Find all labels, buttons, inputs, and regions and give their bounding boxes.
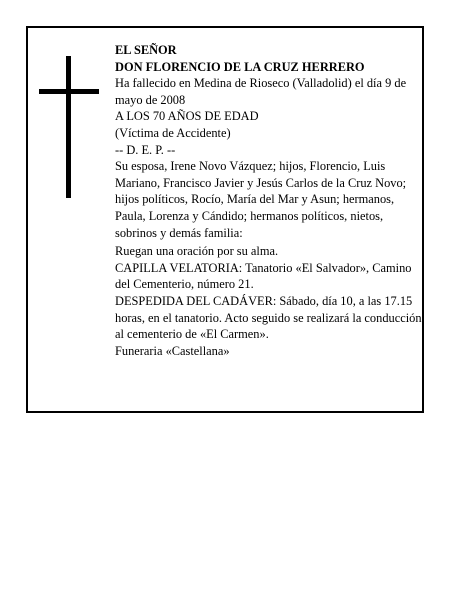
notice-title: EL SEÑOR [115,43,177,57]
chapel-info: CAPILLA VELATORIA: Tanatorio «El Salvador», Camino del Cementerio, número 21. [115,260,412,292]
age-line: A LOS 70 AÑOS DE EDAD [115,109,259,124]
obituary-notice [26,26,424,413]
deceased-name: DON FLORENCIO DE LA CRUZ HERRERO [115,59,365,74]
notice-text [115,42,425,359]
cause-line: (Víctima de Accidente) [115,125,231,140]
farewell-info: DESPEDIDA DEL CADÁVER: Sábado, día 10, a las 17.15 horas, en el tanatorio. Acto seguido se realizará la conducción al cementerio de «El Carmen». [115,293,422,342]
prayer-request: Ruegan una oración por su alma. [115,244,279,259]
death-statement: Ha fallecido en Medina de Rioseco (Valladolid) el día 9 de mayo de 2008 [115,76,407,107]
funeral-home: Funeraria «Castellana» [115,343,230,358]
cross-icon [39,56,99,198]
rest-in-peace: -- D. E. P. -- [115,142,176,157]
family-list: Su esposa, Irene Novo Vázquez; hijos, Florencio, Luis Mariano, Francisco Javier y Jesús Carlos de la Cruz Novo; hijos políticos, Rocío, María del Mar y Asun; hermanos, Paula, Lorenza y Cándido; hermanos políticos, nietos, sobrinos y demás familia: [115,159,407,240]
cross-vertical-bar [66,56,71,198]
cross-horizontal-bar [39,89,99,94]
